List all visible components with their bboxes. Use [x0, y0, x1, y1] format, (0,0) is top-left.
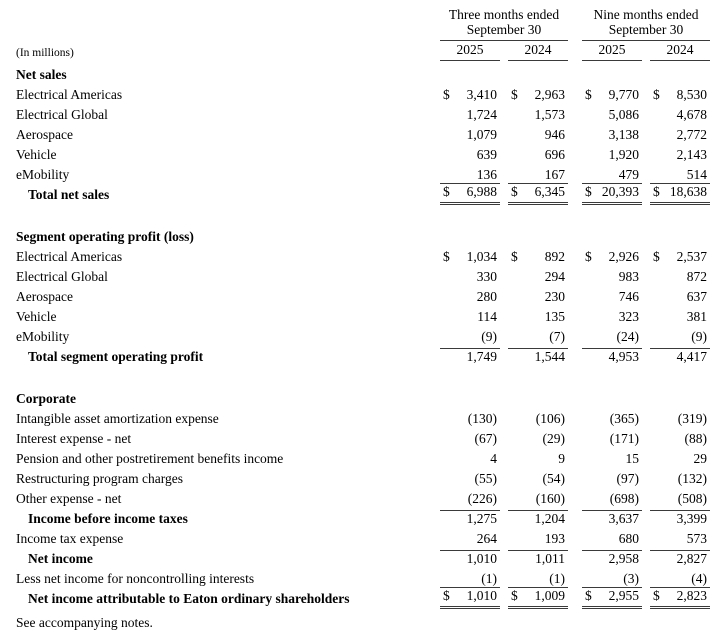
- year-columns: [440, 42, 714, 61]
- row-values: [440, 183, 714, 205]
- value-cell: [508, 329, 568, 347]
- value-cell: [508, 183, 568, 205]
- value-cell: [582, 309, 642, 327]
- statement-body: [0, 65, 714, 609]
- value: (1): [481, 571, 497, 586]
- value: 4,417: [676, 349, 707, 364]
- value-cell: [508, 587, 568, 609]
- section-title-row: [0, 227, 714, 247]
- value-cell: [440, 491, 500, 509]
- value-cell: [508, 269, 568, 287]
- period-line2: September 30: [608, 21, 684, 37]
- value-cell: [440, 451, 500, 469]
- value-cell: [582, 289, 642, 307]
- value: (54): [542, 471, 565, 486]
- value: 479: [618, 167, 639, 182]
- value: (7): [549, 329, 565, 344]
- dollar-sign: $: [443, 87, 450, 102]
- value-cell: [508, 431, 568, 449]
- value: (319): [677, 411, 707, 426]
- value: 2,926: [608, 249, 639, 264]
- value: (24): [616, 329, 639, 344]
- row-values: [440, 329, 714, 347]
- value: 294: [544, 269, 565, 284]
- year-header-row: [0, 41, 714, 61]
- value: 323: [618, 309, 639, 324]
- value-cell: [440, 329, 500, 347]
- value-cell: [582, 411, 642, 429]
- row-values: [440, 147, 714, 165]
- section-title: Segment operating profit (loss): [16, 229, 194, 244]
- value: (55): [474, 471, 497, 486]
- value: 1,010: [466, 588, 497, 603]
- value: (508): [677, 491, 707, 506]
- period-line2: September 30: [466, 21, 542, 37]
- value: 1,034: [466, 249, 497, 264]
- value: 872: [686, 269, 707, 284]
- value-cell: [582, 147, 642, 165]
- table-row: [0, 267, 714, 287]
- value: 4,678: [676, 107, 707, 122]
- value: 6,988: [466, 184, 497, 199]
- value: (226): [467, 491, 497, 506]
- dollar-sign: $: [585, 588, 592, 603]
- row-label: Vehicle: [16, 147, 57, 162]
- value-cell: [508, 550, 568, 569]
- value: 5,086: [608, 107, 639, 122]
- value-cell: [582, 183, 642, 205]
- value: 746: [618, 289, 639, 304]
- row-values: [440, 471, 714, 489]
- value-cell: [650, 107, 710, 125]
- value: 114: [477, 309, 497, 324]
- row-values: [440, 411, 714, 429]
- value-cell: [650, 289, 710, 307]
- value-cell: [440, 249, 500, 267]
- row-label: Interest expense - net: [16, 431, 132, 446]
- year-column-header: 2024: [650, 42, 710, 61]
- row-label: Total net sales: [28, 187, 110, 202]
- section-title: Corporate: [16, 391, 76, 406]
- row-label: Total segment operating profit: [28, 349, 204, 364]
- value-cell: [440, 183, 500, 205]
- value: 2,963: [534, 87, 565, 102]
- value: (106): [535, 411, 565, 426]
- dollar-sign: $: [653, 87, 660, 102]
- value-cell: [440, 471, 500, 489]
- value-cell: [440, 510, 500, 529]
- row-values: [440, 531, 714, 549]
- footnote: See accompanying notes.: [16, 615, 153, 630]
- value-cell: [440, 348, 500, 367]
- value-cell: [440, 587, 500, 609]
- table-row: [0, 347, 714, 367]
- value: 3,399: [676, 511, 707, 526]
- dollar-sign: $: [653, 184, 660, 199]
- value: 2,823: [676, 588, 707, 603]
- value-cell: [440, 87, 500, 105]
- section-spacer: [0, 205, 714, 227]
- value-cell: [582, 431, 642, 449]
- dollar-sign: $: [585, 249, 592, 264]
- value: 1,011: [535, 551, 565, 566]
- value: 136: [476, 167, 497, 182]
- table-row: [0, 489, 714, 509]
- value: (4): [691, 571, 707, 586]
- value-cell: [650, 531, 710, 549]
- dollar-sign: $: [511, 588, 518, 603]
- value: (130): [467, 411, 497, 426]
- value-cell: [582, 471, 642, 489]
- value: (9): [481, 329, 497, 344]
- value-cell: [582, 510, 642, 529]
- value: 4: [490, 451, 497, 466]
- value: 1,009: [534, 588, 565, 603]
- value-cell: [650, 550, 710, 569]
- value-cell: [508, 309, 568, 327]
- period-line1: Three months ended: [448, 7, 560, 22]
- value-cell: [650, 249, 710, 267]
- value-cell: [582, 348, 642, 367]
- value-cell: [582, 127, 642, 145]
- dollar-sign: $: [443, 184, 450, 199]
- header-spacer: [0, 39, 440, 41]
- row-values: [440, 491, 714, 509]
- row-label: Aerospace: [16, 289, 73, 304]
- period-groups: [440, 8, 714, 41]
- value: (365): [609, 411, 639, 426]
- value: (3): [623, 571, 639, 586]
- value-cell: [508, 491, 568, 509]
- value: 3,410: [466, 87, 497, 102]
- value-cell: [582, 107, 642, 125]
- value-cell: [650, 491, 710, 509]
- value-cell: [440, 289, 500, 307]
- row-label: Other expense - net: [16, 491, 122, 506]
- value-cell: [650, 309, 710, 327]
- section-title-row: [0, 65, 714, 85]
- value-cell: [582, 491, 642, 509]
- row-label: Pension and other postretirement benefits income: [16, 451, 284, 466]
- table-row: [0, 185, 714, 205]
- row-label: Electrical Americas: [16, 249, 123, 264]
- value: 20,393: [601, 184, 639, 199]
- value-cell: [508, 531, 568, 549]
- value: 280: [476, 289, 497, 304]
- dollar-sign: $: [443, 588, 450, 603]
- value-cell: [440, 431, 500, 449]
- value: (88): [684, 431, 707, 446]
- table-row: [0, 247, 714, 267]
- value: 983: [618, 269, 639, 284]
- value: 9: [558, 451, 565, 466]
- table-row: [0, 287, 714, 307]
- table-row: [0, 449, 714, 469]
- row-label: Restructuring program charges: [16, 471, 183, 486]
- row-label: Net income attributable to Eaton ordinary shareholders: [28, 591, 350, 606]
- row-label: Income tax expense: [16, 531, 124, 546]
- table-row: [0, 469, 714, 489]
- value: 639: [476, 147, 497, 162]
- value: 18,638: [669, 184, 707, 199]
- row-values: [440, 87, 714, 105]
- row-label: Intangible asset amortization expense: [16, 411, 219, 426]
- table-row: [0, 549, 714, 569]
- value: 637: [686, 289, 707, 304]
- row-values: [440, 587, 714, 609]
- value: 1,749: [466, 349, 497, 364]
- value-cell: [650, 183, 710, 205]
- row-values: [440, 309, 714, 327]
- value: 514: [686, 167, 707, 182]
- value: 1,204: [534, 511, 565, 526]
- value-cell: [508, 471, 568, 489]
- dollar-sign: $: [511, 184, 518, 199]
- value: 1,920: [608, 147, 639, 162]
- value: 1,275: [466, 511, 497, 526]
- dollar-sign: $: [511, 249, 518, 264]
- table-row: [0, 145, 714, 165]
- value-cell: [650, 147, 710, 165]
- value: 8,530: [676, 87, 707, 102]
- table-row: [0, 529, 714, 549]
- row-values: [440, 348, 714, 367]
- value: 3,138: [608, 127, 639, 142]
- value: 946: [544, 127, 565, 142]
- dollar-sign: $: [585, 87, 592, 102]
- value-cell: [582, 451, 642, 469]
- row-values: [440, 107, 714, 125]
- value: (97): [616, 471, 639, 486]
- value-cell: [650, 587, 710, 609]
- value: 2,955: [608, 588, 639, 603]
- value: 2,143: [676, 147, 707, 162]
- value-cell: [582, 550, 642, 569]
- value-cell: [582, 87, 642, 105]
- value-cell: [440, 269, 500, 287]
- value-cell: [582, 329, 642, 347]
- value: (67): [474, 431, 497, 446]
- table-row: [0, 85, 714, 105]
- value-cell: [508, 127, 568, 145]
- row-values: [440, 451, 714, 469]
- value-cell: [508, 249, 568, 267]
- value-cell: [508, 147, 568, 165]
- value-cell: [650, 471, 710, 489]
- value: 193: [544, 531, 565, 546]
- value: 1,724: [466, 107, 497, 122]
- period-header: [0, 8, 714, 41]
- value: 230: [544, 289, 565, 304]
- row-label: Electrical Global: [16, 107, 108, 122]
- value: (9): [691, 329, 707, 344]
- value: (160): [535, 491, 565, 506]
- table-row: [0, 165, 714, 185]
- value: 264: [476, 531, 497, 546]
- value: (132): [677, 471, 707, 486]
- row-label: eMobility: [16, 167, 70, 182]
- table-row: [0, 105, 714, 125]
- value-cell: [440, 147, 500, 165]
- table-row: [0, 307, 714, 327]
- value: 29: [693, 451, 707, 466]
- row-label: Less net income for noncontrolling interests: [16, 571, 255, 586]
- table-row: [0, 409, 714, 429]
- period-three-months: [440, 8, 568, 41]
- value: 2,827: [676, 551, 707, 566]
- value: 892: [544, 249, 565, 264]
- value-cell: [582, 269, 642, 287]
- value: 696: [544, 147, 565, 162]
- value-cell: [440, 127, 500, 145]
- year-column-header: 2024: [508, 42, 568, 61]
- value: 167: [544, 167, 565, 182]
- table-row: [0, 327, 714, 347]
- value: (171): [609, 431, 639, 446]
- value-cell: [508, 348, 568, 367]
- value-cell: [440, 107, 500, 125]
- value: 15: [625, 451, 639, 466]
- row-values: [440, 550, 714, 569]
- value: (1): [549, 571, 565, 586]
- value-cell: [508, 451, 568, 469]
- dollar-sign: $: [443, 249, 450, 264]
- row-values: [440, 431, 714, 449]
- value-cell: [650, 348, 710, 367]
- value: 1,573: [534, 107, 565, 122]
- year-column-header: 2025: [440, 42, 500, 61]
- dollar-sign: $: [653, 588, 660, 603]
- value-cell: [508, 289, 568, 307]
- period-nine-months: [582, 8, 710, 41]
- value-cell: [508, 107, 568, 125]
- row-label: Electrical Americas: [16, 87, 123, 102]
- value: 2,772: [676, 127, 707, 142]
- value: 9,770: [608, 87, 639, 102]
- row-label: eMobility: [16, 329, 70, 344]
- dollar-sign: $: [653, 249, 660, 264]
- value: (29): [542, 431, 565, 446]
- row-values: [440, 510, 714, 529]
- value-cell: [650, 329, 710, 347]
- value-cell: [650, 269, 710, 287]
- value-cell: [508, 510, 568, 529]
- value: 1,079: [466, 127, 497, 142]
- row-label: Vehicle: [16, 309, 57, 324]
- row-label: Electrical Global: [16, 269, 108, 284]
- value: 2,958: [608, 551, 639, 566]
- value: 135: [544, 309, 565, 324]
- row-values: [440, 127, 714, 145]
- section-spacer: [0, 367, 714, 389]
- value-cell: [582, 531, 642, 549]
- value-cell: [650, 411, 710, 429]
- value: 4,953: [608, 349, 639, 364]
- dollar-sign: $: [585, 184, 592, 199]
- value: 330: [476, 269, 497, 284]
- value-cell: [440, 531, 500, 549]
- value-cell: [650, 127, 710, 145]
- in-millions-label: (In millions): [16, 47, 74, 59]
- row-label: Net income: [28, 551, 93, 566]
- table-row: [0, 125, 714, 145]
- table-row: [0, 429, 714, 449]
- value: 381: [686, 309, 707, 324]
- value: 3,637: [608, 511, 639, 526]
- table-row: [0, 569, 714, 589]
- value-cell: [508, 411, 568, 429]
- value-cell: [440, 550, 500, 569]
- value-cell: [582, 249, 642, 267]
- value: 680: [618, 531, 639, 546]
- row-values: [440, 289, 714, 307]
- value: 2,537: [676, 249, 707, 264]
- value-cell: [650, 431, 710, 449]
- value: (698): [609, 491, 639, 506]
- dollar-sign: $: [511, 87, 518, 102]
- value-cell: [650, 510, 710, 529]
- period-line1: Nine months ended: [593, 7, 699, 22]
- value: 1,544: [534, 349, 565, 364]
- value-cell: [440, 411, 500, 429]
- row-label: Aerospace: [16, 127, 73, 142]
- value: 1,010: [466, 551, 497, 566]
- year-column-header: 2025: [582, 42, 642, 61]
- row-label: Income before income taxes: [28, 511, 188, 526]
- value-cell: [440, 309, 500, 327]
- section-title-row: [0, 389, 714, 409]
- value-cell: [508, 87, 568, 105]
- value-cell: [650, 451, 710, 469]
- row-values: [440, 249, 714, 267]
- value: 6,345: [534, 184, 565, 199]
- row-values: [440, 269, 714, 287]
- table-row: [0, 509, 714, 529]
- value: 573: [686, 531, 707, 546]
- value-cell: [582, 587, 642, 609]
- value-cell: [650, 87, 710, 105]
- table-row: [0, 589, 714, 609]
- section-title: Net sales: [16, 67, 67, 82]
